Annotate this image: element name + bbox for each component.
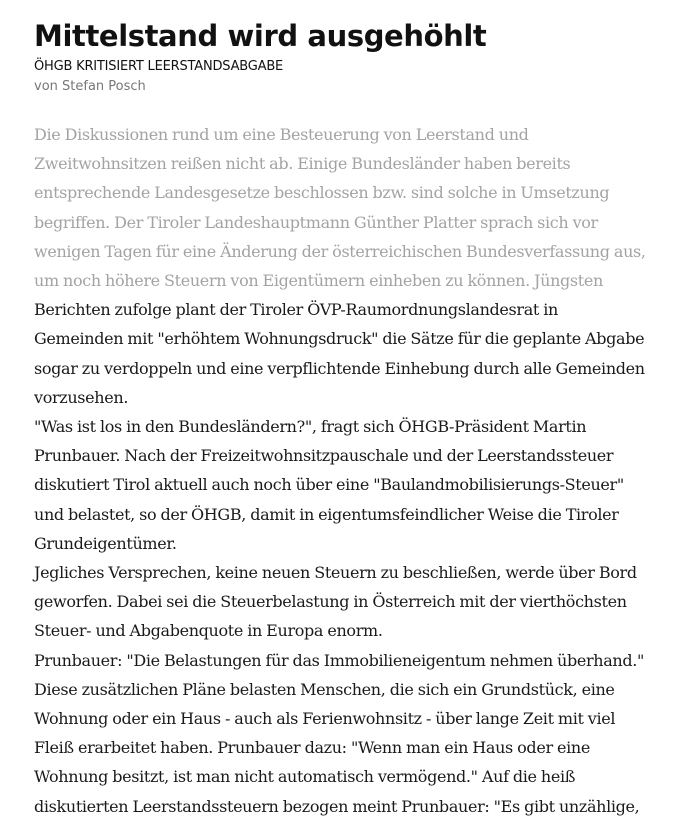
- body-line: diskutiert Tirol aktuell auch noch über eine "Baulandmobilisierungs-Steuer": [34, 475, 624, 495]
- body-line: Wohnung besitzt, ist man nicht automatisch vermögend." Auf die heiß: [34, 767, 576, 787]
- body-line: Diese zusätzlichen Pläne belasten Menschen, die sich ein Grundstück, eine: [34, 679, 615, 699]
- article-subtitle: ÖHGB KRITISIERT LEERSTANDSABGABE: [34, 59, 284, 74]
- body-line: Wohnung oder ein Haus - auch als Ferienwohnsitz - über lange Zeit mit viel: [34, 709, 616, 729]
- body-line: geworfen. Dabei sei die Steuerbelastung in Österreich mit der vierthöchsten: [34, 592, 627, 612]
- teaser-line: entsprechende Landesgesetze beschlossen bzw. sind solche in Umsetzung: [34, 183, 610, 203]
- teaser-line: wenigen Tagen für eine Änderung der österreichischen Bundesverfassung aus,: [34, 241, 646, 261]
- teaser-line: Die Diskussionen rund um eine Besteuerung von Leerstand und: [34, 125, 529, 144]
- body-line: "Was ist los in den Bundesländern?", fragt sich ÖHGB-Präsident Martin: [34, 417, 587, 437]
- body-line: Grundeigentümer.: [34, 533, 177, 553]
- teaser-line: begriffen. Der Tiroler Landeshauptmann Günther Platter sprach sich vor: [34, 212, 598, 232]
- teaser-line: um noch höhere Steuern von Eigentümern einheben zu können. Jüngsten: [34, 271, 603, 291]
- body-line: Prunbauer: "Die Belastungen für das Immobilieneigentum nehmen überhand.": [34, 650, 645, 670]
- article-body: [34, 120, 664, 821]
- body-line: Prunbauer. Nach der Freizeitwohnsitzpauschale und der Leerstandssteuer: [34, 446, 614, 466]
- article-title: Mittelstand wird ausgehöhlt: [34, 19, 487, 53]
- body-line: vorzusehen.: [34, 387, 129, 407]
- body-line: und belastet, so der ÖHGB, damit in eigentumsfeindlicher Weise die Tiroler: [34, 504, 619, 524]
- article-author: von Stefan Posch: [34, 79, 146, 94]
- body-line: Fleiß erarbeitet haben. Prunbauer dazu: "Wenn man ein Haus oder eine: [34, 738, 590, 758]
- body-line: sogar zu verdoppeln und eine verpflichtende Einhebung durch alle Gemeinden: [34, 358, 645, 378]
- body-line: Berichten zufolge plant der Tiroler ÖVP-Raumordnungslandesrat in: [34, 300, 558, 320]
- body-line: Gemeinden mit "erhöhtem Wohnungsdruck" die Sätze für die geplante Abgabe: [34, 329, 645, 349]
- body-line: diskutierten Leerstandssteuern bezogen meint Prunbauer: "Es gibt unzählige,: [34, 796, 640, 816]
- body-line: Steuer- und Abgabenquote in Europa enorm.: [34, 621, 383, 641]
- article: [34, 0, 664, 821]
- teaser-line: Zweitwohnsitzen reißen nicht ab. Einige Bundesländer haben bereits: [34, 154, 571, 174]
- body-line: Jegliches Versprechen, keine neuen Steuern zu beschließen, werde über Bord: [34, 563, 637, 583]
